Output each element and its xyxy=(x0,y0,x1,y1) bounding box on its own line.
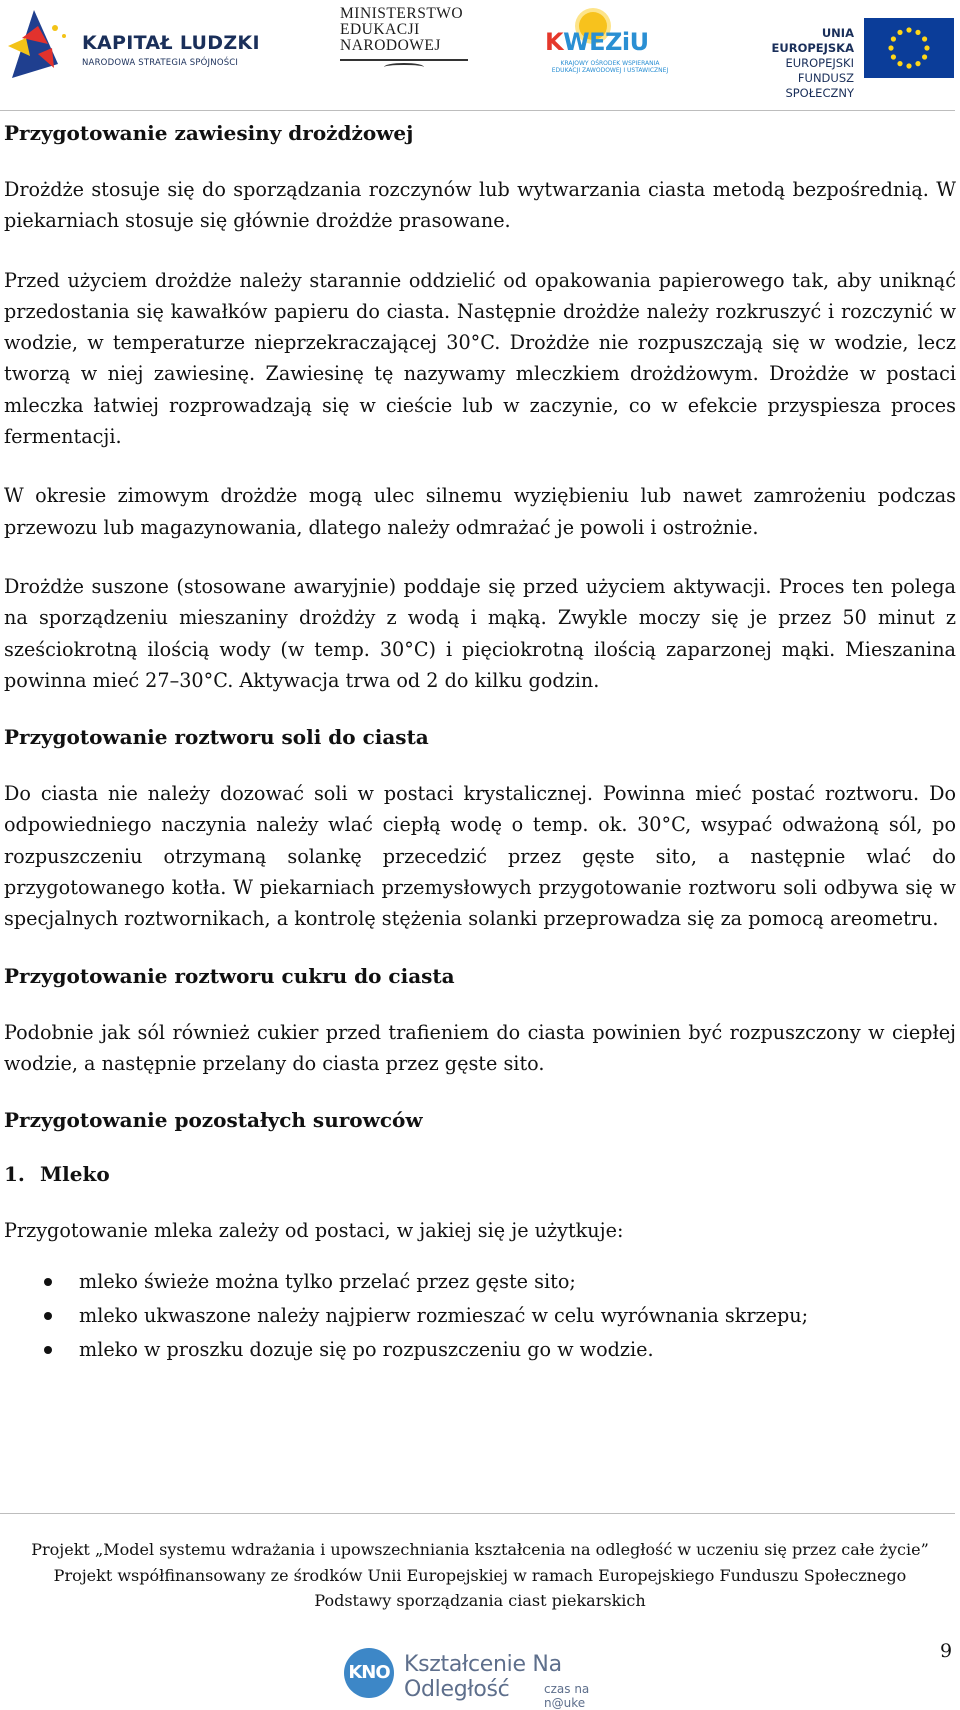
koweziu-name-b: WEZiU xyxy=(563,28,649,56)
list-item-text: mleko świeże można tylko przelać przez gęste sito; xyxy=(79,1269,576,1293)
bullet-icon xyxy=(44,1312,52,1320)
item-number: 1. xyxy=(4,1162,25,1187)
header-divider xyxy=(0,110,955,111)
unia-line1: UNIA EUROPEJSKA xyxy=(771,26,854,55)
koweziu-name-a: K xyxy=(545,28,564,56)
ministerstwo-rule xyxy=(340,59,468,61)
footer-line-funding: Projekt współfinansowany ze środków Unii Europejskiej w ramach Europejskiego Funduszu Społecznego xyxy=(53,1565,907,1585)
ministerstwo-line3: NARODOWEJ xyxy=(340,37,441,54)
ministerstwo-ornament-icon xyxy=(384,63,424,71)
section-heading-pozostale: Przygotowanie pozostałych surowców xyxy=(4,1108,423,1133)
kno-emblem-icon: KNO xyxy=(344,1648,394,1698)
kno-tagline: czas na n@uke xyxy=(544,1682,590,1710)
kno-title: Kształcenie Na Odległość xyxy=(404,1652,562,1702)
ministerstwo-line2: EDUKACJI xyxy=(340,21,420,38)
kapital-ludzki-title: KAPITAŁ LUDZKI xyxy=(82,32,260,54)
footer-divider xyxy=(0,1513,955,1514)
koweziu-logo xyxy=(545,6,670,82)
page-footer xyxy=(0,1537,960,1614)
unia-europejska-logo xyxy=(736,6,956,100)
spacer xyxy=(4,989,956,1017)
bullet-icon xyxy=(44,1278,52,1286)
document-body xyxy=(4,120,956,1367)
section-heading-zawiesina: Przygotowanie zawiesiny drożdżowej xyxy=(4,121,414,145)
spacer xyxy=(4,452,956,480)
paragraph: Przed użyciem drożdże należy starannie oddzielić od opakowania papierowego tak, aby uniknąć przedostania się kawałków papieru do ciasta. Następnie drożdże należy rozkruszyć i rozczynić w wodzie, w temperaturze nieprzekraczającej 30°C. Drożdże nie rozpuszczają się w wodzie, lecz tworzą w niej zawiesinę. Zawiesinę tę nazywamy mleczkiem drożdżowym. Drożdże w postaci mleczka łatwiej rozprowadzają się w cieście lub w zaczynie, co w efekcie przyspiesza proces fermentacji. xyxy=(4,268,956,449)
spacer xyxy=(4,237,956,265)
list-item xyxy=(4,1299,956,1333)
numbered-item-mleko xyxy=(4,1161,956,1187)
paragraph: Przygotowanie mleka zależy od postaci, w jakiej się je użytkuje: xyxy=(4,1219,624,1243)
spacer xyxy=(4,750,956,778)
ksztalcenie-na-odleglosc-logo xyxy=(344,1646,634,1710)
spacer xyxy=(4,696,956,724)
list-item-text: mleko w proszku dozuje się po rozpuszczeniu go w wodzie. xyxy=(79,1337,654,1361)
ministerstwo-line1: MINISTERSTWO xyxy=(340,5,464,22)
bullet-list xyxy=(4,1265,956,1367)
spacer xyxy=(4,1079,956,1107)
list-item xyxy=(4,1265,956,1299)
koweziu-name xyxy=(545,28,649,56)
unia-line2: EUROPEJSKI xyxy=(785,56,854,70)
spacer xyxy=(4,543,956,571)
paragraph: Podobnie jak sól również cukier przed trafieniem do ciasta powinien być rozpuszczony w ciepłej wodzie, a następnie przelany do ciasta przez gęste sito. xyxy=(4,1020,956,1075)
footer-line-project: Projekt „Model systemu wdrażania i upowszechniania kształcenia na odległość w uczeniu się przez całe życie” xyxy=(31,1540,929,1559)
paragraph: Drożdże suszone (stosowane awaryjnie) poddaje się przed użyciem aktywacji. Proces ten polega na sporządzeniu mieszaniny drożdży z wodą i mąką. Zwykle moczy się je przez 50 minut z sześciokrotną ilością wody (w temp. 30°C) i pięciokrotną ilością zaparzonej mąki. Mieszanina powinna mieć 27–30°C. Aktywacja trwa od 2 do kilku godzin. xyxy=(4,574,956,692)
footer-line-course: Podstawy sporządzania ciast piekarskich xyxy=(314,1591,646,1610)
list-item-text: mleko ukwaszone należy najpierw rozmieszać w celu wyrównania skrzepu; xyxy=(79,1303,809,1327)
page-number: 9 xyxy=(940,1640,953,1662)
section-heading-sol: Przygotowanie roztworu soli do ciasta xyxy=(4,725,429,750)
kapital-ludzki-logo xyxy=(8,6,268,82)
kapital-ludzki-emblem-icon xyxy=(8,8,72,80)
unia-line3: FUNDUSZ SPOŁECZNY xyxy=(785,71,854,100)
page-header xyxy=(0,0,960,110)
paragraph: Drożdże stosuje się do sporządzania rozczynów lub wytwarzania ciasta metodą bezpośrednią. W piekarniach stosuje się głównie drożdże prasowane. xyxy=(4,178,956,233)
unia-europejska-text xyxy=(736,26,854,101)
spacer xyxy=(4,1133,956,1161)
item-title: Mleko xyxy=(40,1162,110,1187)
bullet-icon xyxy=(44,1346,52,1354)
kapital-ludzki-subtitle: NARODOWA STRATEGIA SPÓJNOŚCI xyxy=(82,58,239,68)
ministerstwo-logo xyxy=(340,6,500,82)
spacer xyxy=(4,146,956,174)
spacer xyxy=(4,935,956,963)
spacer xyxy=(4,1187,956,1215)
eu-flag-icon xyxy=(864,18,954,78)
spacer xyxy=(4,1247,956,1265)
section-heading-cukier: Przygotowanie roztworu cukru do ciasta xyxy=(4,963,455,988)
koweziu-subtitle: KRAJOWY OŚRODEK WSPIERANIA EDUKACJI ZAWODOWEJ I USTAWICZNEJ xyxy=(551,60,669,74)
paragraph: Do ciasta nie należy dozować soli w postaci krystalicznej. Powinna mieć postać roztworu. Do odpowiedniego naczynia należy wlać ciepłą wodę o temp. ok. 30°C, wsypać odważoną sól, po rozpuszczeniu otrzymaną solankę przecedzić przez gęste sito, a następnie wlać do przygotowanego kotła. W piekarniach przemysłowych przygotowanie roztworu soli odbywa się w specjalnych roztwornikach, a kontrolę stężenia solanki przeprowadza się za pomocą areometru. xyxy=(4,782,956,931)
list-item xyxy=(4,1333,956,1367)
paragraph: W okresie zimowym drożdże mogą ulec silnemu wyziębieniu lub nawet zamrożeniu podczas przewozu lub magazynowania, dlatego należy odmrażać je powoli i ostrożnie. xyxy=(4,484,956,539)
